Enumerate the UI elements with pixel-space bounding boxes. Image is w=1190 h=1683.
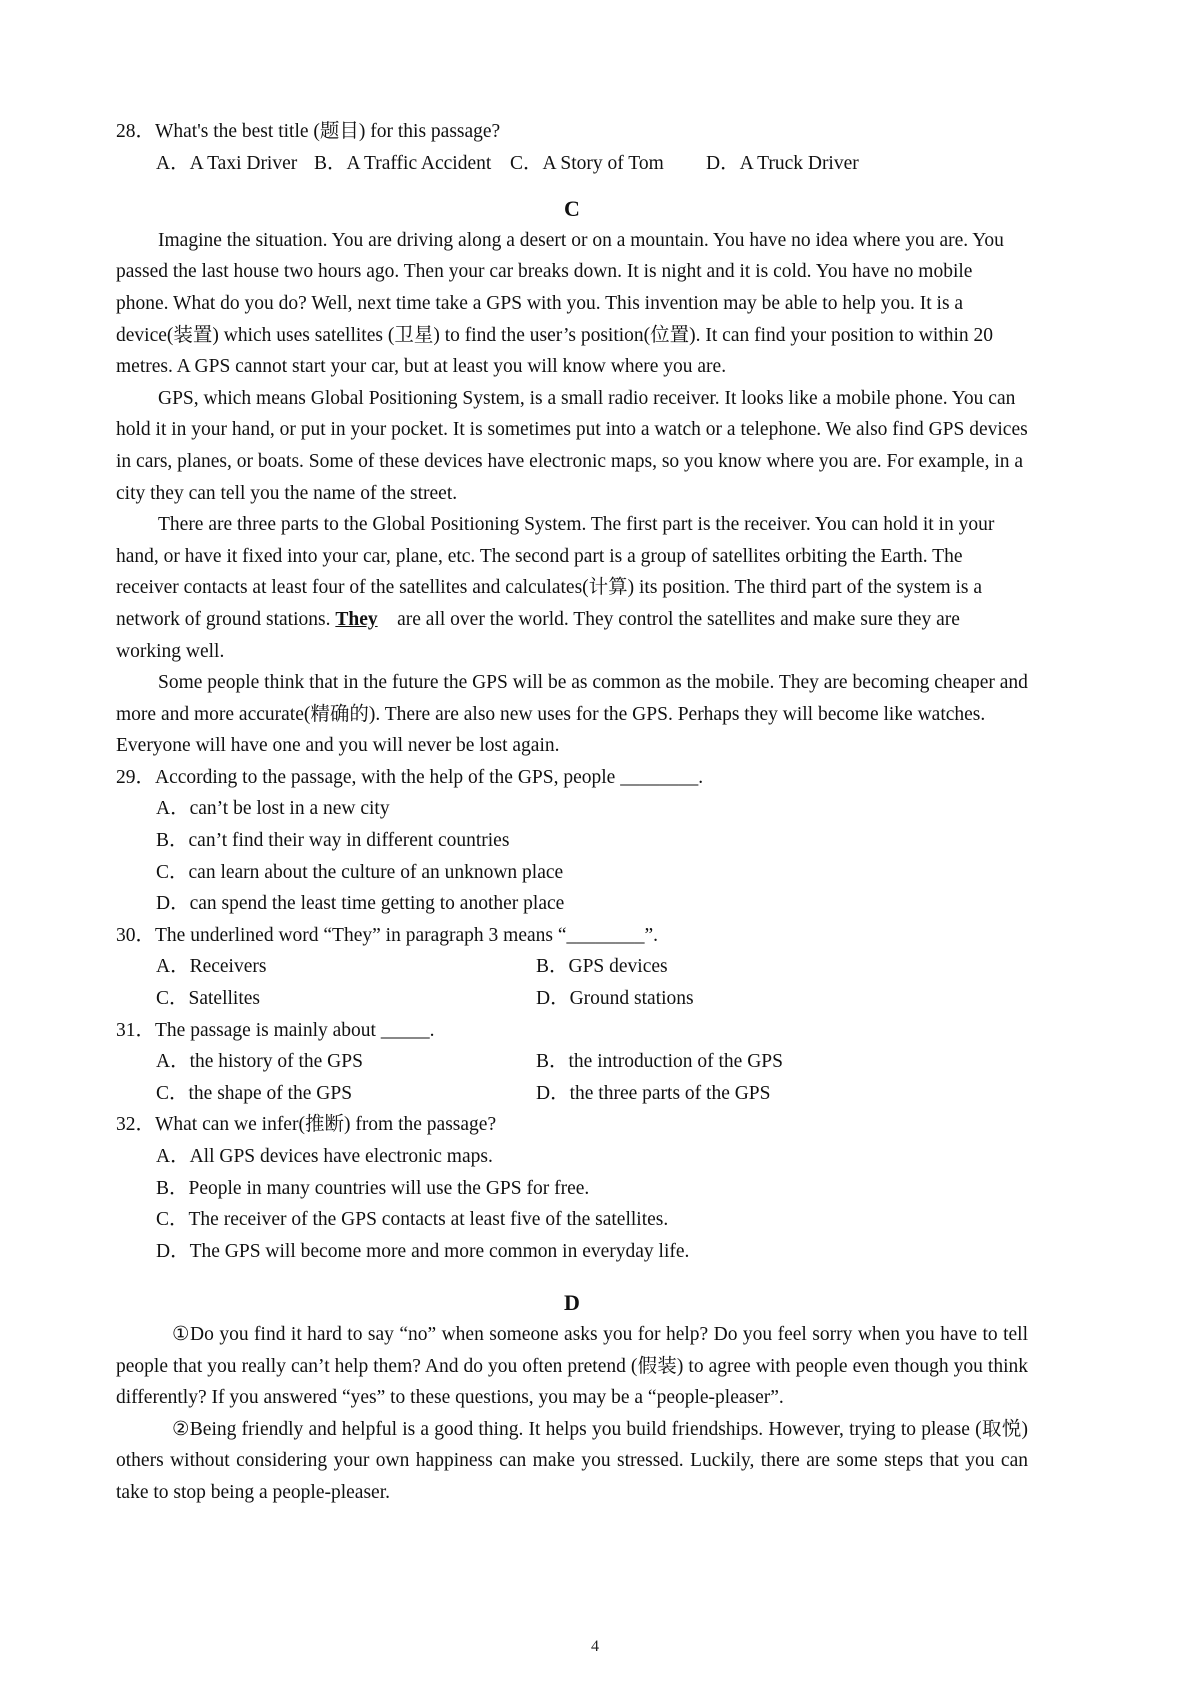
underlined-word-they: They xyxy=(335,608,378,630)
option-29-c: C．can learn about the culture of an unknown place xyxy=(156,861,564,883)
question-29-stem: 29．According to the passage, with the help of the GPS, people ________. xyxy=(116,766,704,788)
question-28-options xyxy=(116,148,1028,180)
paragraph-3-text-before: There are three parts to the Global Positioning System. The first part is the receiver. You can hold it in your hand, or have it fixed into your car, plane, etc. The second part is a group of satellites orbiting the Earth. The receiver contacts at least four of the satellites and calculates(计算) its position. The third part of the system is a network of ground stations. xyxy=(116,514,995,630)
option-28-d: D．A Truck Driver xyxy=(706,152,859,174)
option-29-d: D．can spend the least time getting to another place xyxy=(156,893,565,915)
option-32-a: A．All GPS devices have electronic maps. xyxy=(156,1146,493,1167)
option-28-a: A．A Taxi Driver xyxy=(156,152,298,174)
question-28-stem: 28．What's the best title (题目) for this passage? xyxy=(116,121,501,142)
question-31-options xyxy=(116,1046,1028,1109)
option-32-c: C．The receiver of the GPS contacts at least five of the satellites. xyxy=(156,1209,669,1231)
section-d-title: D xyxy=(564,1290,580,1316)
question-31-stem: 31．The passage is mainly about _____. xyxy=(116,1019,435,1041)
section-c-paragraph-3 xyxy=(116,509,1028,667)
option-32-b: B．People in many countries will use the GPS for free. xyxy=(156,1177,590,1199)
option-30-d: D．Ground stations xyxy=(536,988,694,1010)
option-30-a: A．Receivers xyxy=(156,956,267,978)
spacer xyxy=(116,179,1028,193)
page-number: 4 xyxy=(591,1638,599,1655)
section-c-title: C xyxy=(564,196,580,222)
option-31-c: C．the shape of the GPS xyxy=(156,1082,353,1104)
section-d-paragraph-1: ①Do you find it hard to say “no” when someone asks you for help? Do you feel sorry when you have to tell people that you really can’t help them? And do you often pretend (假装) to agree with people even though you think differently? If you answered “yes” to these questions, you may be a “people-pleaser”. xyxy=(116,1323,1028,1409)
option-28-b: B．A Traffic Accident xyxy=(314,152,492,174)
section-c-paragraph-4: Some people think that in the future the GPS will be as common as the mobile. They are becoming cheaper and more and more accurate(精确的). There are also new uses for the GPS. Perhaps they will become like watches. Everyone will have one and you will never be lost again. xyxy=(116,672,1028,757)
option-31-b: B．the introduction of the GPS xyxy=(536,1051,783,1073)
question-30-stem: 30．The underlined word “They” in paragraph 3 means “________”. xyxy=(116,924,659,946)
option-31-a: A．the history of the GPS xyxy=(156,1051,363,1073)
option-28-c: C．A Story of Tom xyxy=(510,152,664,174)
section-c-paragraph-1: Imagine the situation. You are driving along a desert or on a mountain. You have no idea where you are. You passed the last house two hours ago. Then your car breaks down. It is night and it is cold. You have no mobile phone. What do you do? Well, next time take a GPS with you. This invention may be able to help you. It is a device(装置) which uses satellites (卫星) to find the user’s position(位置). It can find your position to within 20 metres. A GPS cannot start your car, but at least you will know where you are. xyxy=(116,229,1004,378)
paragraph-3-text-after: are all over the world. They control the satellites and make sure they are working well. xyxy=(116,608,965,662)
option-30-b: B．GPS devices xyxy=(536,956,668,978)
option-29-a: A．can’t be lost in a new city xyxy=(156,798,390,820)
option-29-b: B．can’t find their way in different countries xyxy=(156,830,510,852)
question-32-stem: 32．What can we infer(推断) from the passage? xyxy=(116,1114,497,1136)
option-31-d: D．the three parts of the GPS xyxy=(536,1082,771,1104)
option-30-c: C．Satellites xyxy=(156,988,260,1010)
question-30-options xyxy=(116,951,1028,1014)
section-c-paragraph-2: GPS, which means Global Positioning System, is a small radio receiver. It looks like a mobile phone. You can hold it in your hand, or put in your pocket. It is sometimes put into a watch or a telephone. We also find GPS devices in cars, planes, or boats. Some of these devices have electronic maps, so you know where you are. For example, in a city they can tell you the name of the street. xyxy=(116,387,1028,504)
option-32-d: D．The GPS will become more and more common in everyday life. xyxy=(156,1240,690,1262)
page-content xyxy=(116,116,1028,1509)
section-d-paragraph-2: ②Being friendly and helpful is a good thing. It helps you build friendships. However, trying to please (取悦) others without considering your own happiness can make you stressed. Luckily, there are some steps that you can take to stop being a people-pleaser. xyxy=(116,1418,1028,1503)
spacer xyxy=(116,1267,1028,1287)
